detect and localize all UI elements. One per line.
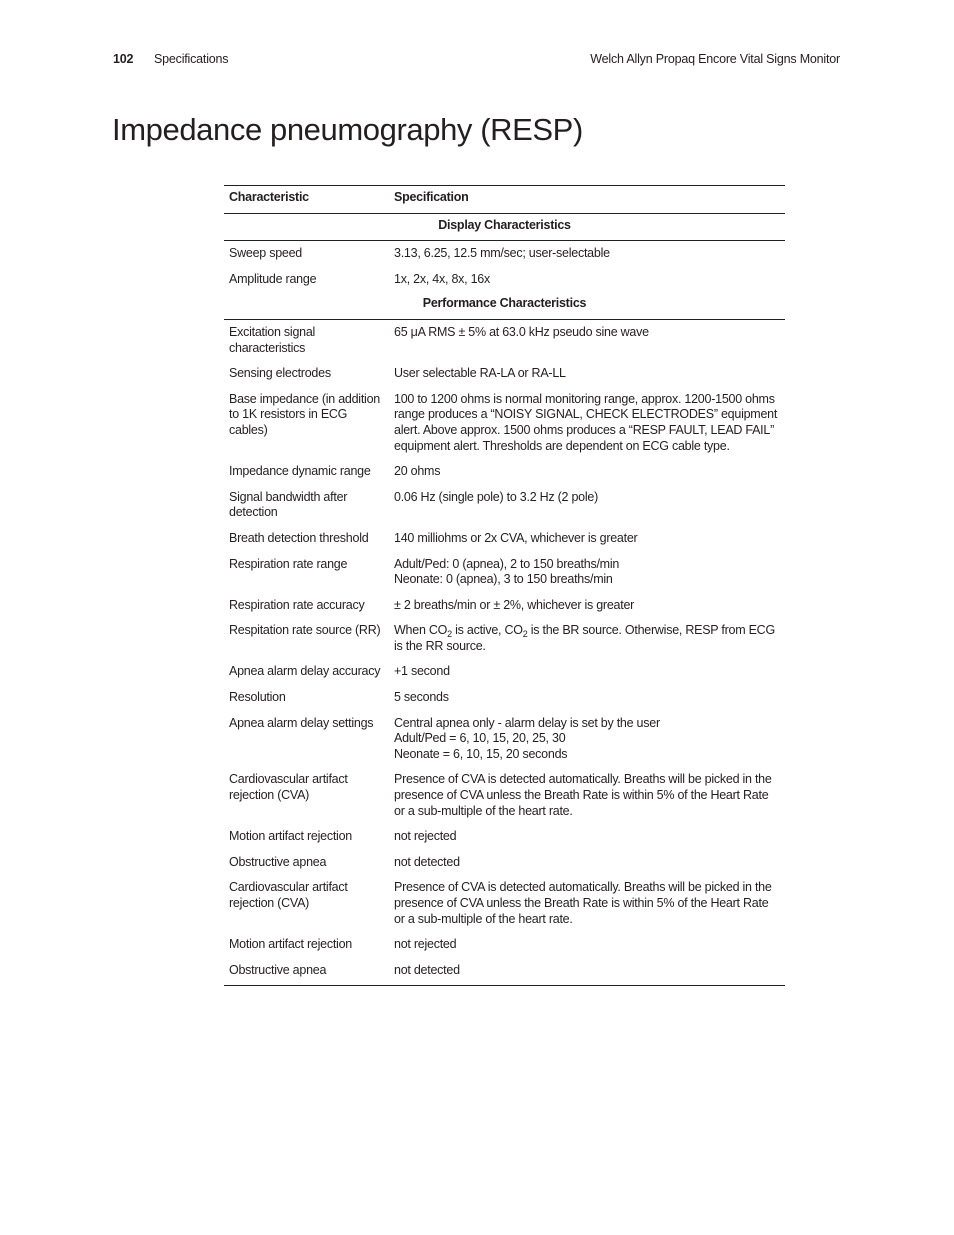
characteristic-cell: Obstructive apnea [224, 958, 389, 986]
specification-cell: not rejected [394, 937, 457, 952]
table-row [224, 824, 785, 850]
document-title: Welch Allyn Propaq Encore Vital Signs Monitor [590, 52, 840, 66]
specification-text: When CO [394, 623, 448, 638]
specification-cell: 1x, 2x, 4x, 8x, 16x [394, 271, 490, 286]
table-row [224, 387, 785, 459]
characteristic-cell: Motion artifact rejection [229, 829, 352, 844]
specification-cell: ± 2 breaths/min or ± 2%, whichever is greater [394, 597, 635, 612]
specification-cell: 20 ohms [394, 464, 441, 479]
subscript-text: 2 [522, 629, 528, 640]
specification-cell: Presence of CVA is detected automatically. Breaths will be picked in the presence of CVA unless the Breath Rate is within 5% of the Heart Rate or a sub-multiple of the heart rate. [394, 880, 772, 926]
specification-cell [389, 552, 785, 593]
characteristic-cell: Breath detection threshold [229, 530, 369, 545]
table-row [224, 485, 785, 526]
specification-cell: 140 milliohms or 2x CVA, whichever is greater [394, 530, 638, 545]
specification-cell: 3.13, 6.25, 12.5 mm/sec; user-selectable [394, 246, 610, 261]
specification-line: Adult/Ped: 0 (apnea), 2 to 150 breaths/min [394, 556, 620, 571]
specification-cell [389, 711, 785, 768]
specification-cell: 65 μA RMS ± 5% at 63.0 kHz pseudo sine wave [394, 324, 649, 339]
specification-text: is active, CO [451, 623, 523, 638]
characteristic-cell: Excitation signal characteristics [229, 324, 316, 355]
specification-cell: 0.06 Hz (single pole) to 3.2 Hz (2 pole) [394, 489, 598, 504]
spec-table-body [224, 213, 785, 986]
table-row [224, 850, 785, 876]
table-row [224, 552, 785, 593]
group-heading: Performance Characteristics [224, 292, 785, 319]
specification-line: Adult/Ped = 6, 10, 15, 20, 25, 30 [394, 731, 566, 746]
table-row [224, 958, 785, 986]
specification-cell: User selectable RA-LA or RA-LL [394, 366, 566, 381]
characteristic-cell: Base impedance (in addition to 1K resistors in ECG cables) [229, 391, 380, 437]
specification-cell: 5 seconds [394, 690, 449, 705]
characteristic-cell: Motion artifact rejection [229, 937, 352, 952]
subscript-text: 2 [447, 629, 452, 640]
table-row [224, 241, 785, 267]
specification-cell: +1 second [394, 664, 450, 679]
table-row [224, 875, 785, 932]
group-heading: Display Characteristics [224, 213, 785, 241]
specification-cell: not detected [389, 958, 785, 986]
characteristic-cell: Resolution [229, 690, 286, 705]
characteristic-cell: Obstructive apnea [229, 854, 327, 869]
page-number: 102 [113, 52, 134, 66]
characteristic-cell: Respitation rate source (RR) [229, 623, 381, 638]
column-header-characteristic: Characteristic [224, 186, 389, 214]
table-group-heading-row [224, 213, 785, 241]
specification-cell: not rejected [394, 829, 457, 844]
specification-line: Central apnea only - alarm delay is set by the user [394, 715, 660, 730]
characteristic-cell: Sweep speed [229, 246, 303, 261]
specification-cell: not detected [394, 854, 460, 869]
table-row [224, 932, 785, 958]
specification-cell [389, 618, 785, 659]
characteristic-cell: Respiration rate accuracy [229, 597, 365, 612]
table-row [224, 459, 785, 485]
table-row [224, 711, 785, 768]
table-row [224, 685, 785, 711]
specification-text: is the BR source. Otherwise, RESP from ECG is the RR source. [394, 623, 775, 653]
table-row [224, 361, 785, 387]
characteristic-cell: Apnea alarm delay accuracy [229, 664, 381, 679]
spec-table-container [224, 185, 785, 986]
specification-line: Neonate = 6, 10, 15, 20 seconds [394, 746, 568, 761]
table-row [224, 767, 785, 824]
characteristic-cell: Cardiovascular artifact rejection (CVA) [229, 880, 348, 910]
specification-line: Neonate: 0 (apnea), 3 to 150 breaths/min [394, 572, 613, 587]
section-name: Specifications [154, 52, 229, 66]
table-row [224, 659, 785, 685]
spec-table [224, 185, 785, 986]
characteristic-cell: Respiration rate range [229, 556, 348, 571]
table-row [224, 267, 785, 293]
characteristic-cell: Amplitude range [229, 271, 317, 286]
characteristic-cell: Sensing electrodes [229, 366, 331, 381]
table-header-row [224, 186, 785, 214]
characteristic-cell: Apnea alarm delay settings [229, 715, 374, 730]
characteristic-cell: Signal bandwidth after detection [229, 489, 348, 520]
table-row [224, 526, 785, 552]
table-row [224, 319, 785, 361]
table-row [224, 593, 785, 619]
column-header-specification: Specification [389, 186, 785, 214]
table-group-heading-row [224, 292, 785, 319]
characteristic-cell: Cardiovascular artifact rejection (CVA) [229, 772, 348, 803]
table-row [224, 618, 785, 659]
page-header [0, 52, 954, 70]
characteristic-cell: Impedance dynamic range [229, 464, 371, 479]
specification-cell: 100 to 1200 ohms is normal monitoring range, approx. 1200-1500 ohms range produces a “NOISY SIGNAL, CHECK ELECTRODES” equipment alert. Above approx. 1500 ohms produces a “RESP FAULT, LEAD FAIL” equipment alert. Thresholds are dependent on ECG cable type. [394, 391, 778, 453]
page-title: Impedance pneumography (RESP) [112, 112, 583, 147]
specification-cell: Presence of CVA is detected automatically. Breaths will be picked in the presence of CVA unless the Breath Rate is within 5% of the Heart Rate or a sub-multiple of the heart rate. [394, 772, 772, 818]
